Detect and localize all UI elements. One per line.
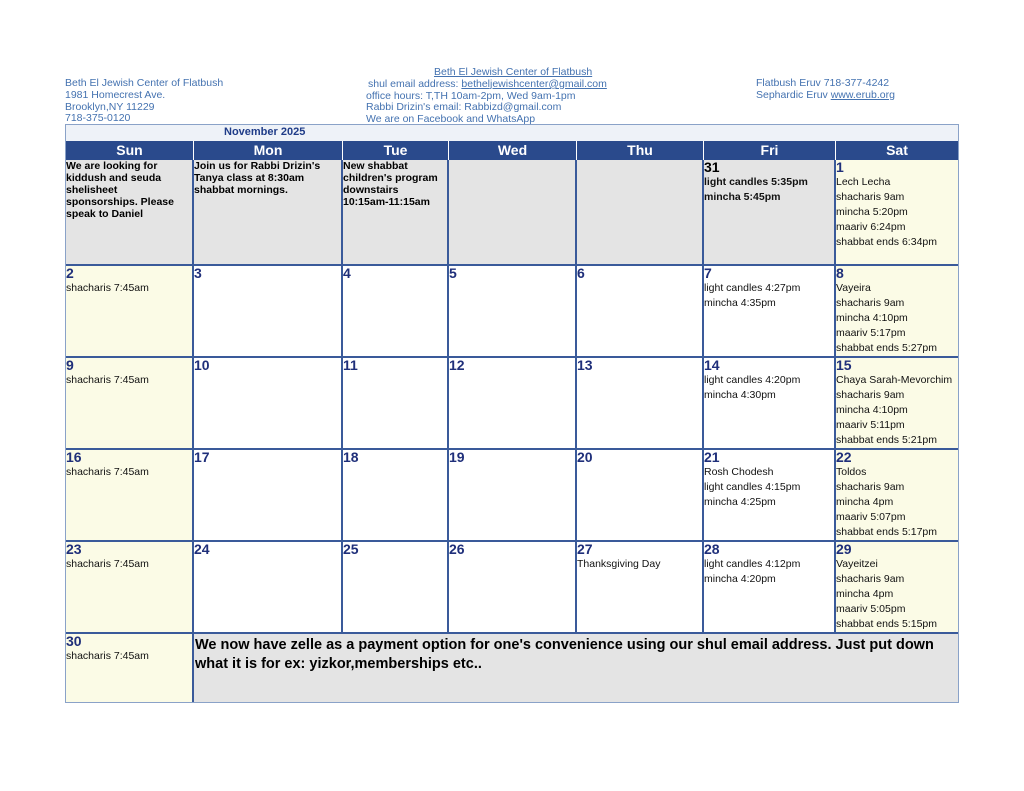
day-number: 10 — [194, 358, 210, 373]
social-note: We are on Facebook and WhatsApp — [366, 113, 536, 126]
day-event: Chaya Sarah-Mevorchim — [836, 374, 953, 386]
day-cell-tue-note — [343, 160, 449, 266]
email-label: shul email address: — [368, 77, 459, 90]
day-event: mincha 4:35pm — [704, 297, 776, 309]
day-cell-27 — [577, 542, 704, 634]
day-cell-13 — [577, 358, 704, 450]
day-event: shabbat ends 6:34pm — [836, 236, 937, 248]
header-center — [366, 67, 607, 126]
day-event: light candles 4:27pm — [704, 282, 801, 294]
day-event: mincha 4pm — [836, 496, 894, 508]
day-cell-28 — [704, 542, 836, 634]
day-cell-6 — [577, 266, 704, 358]
day-cell-29 — [836, 542, 958, 634]
day-cell-sun-note — [66, 160, 194, 266]
day-event: shacharis 9am — [836, 573, 905, 585]
day-number: 4 — [343, 266, 351, 281]
day-number: 16 — [66, 450, 82, 465]
day-number: 8 — [836, 266, 844, 281]
day-event: maariv 5:17pm — [836, 327, 906, 339]
day-cell-26 — [449, 542, 577, 634]
day-event: shabbat ends 5:15pm — [836, 618, 937, 630]
weekday-sat: Sat — [836, 141, 958, 160]
day-number: 30 — [66, 634, 82, 649]
day-cell-empty — [449, 160, 577, 266]
day-cell-14 — [704, 358, 836, 450]
day-event: shabbat ends 5:17pm — [836, 526, 937, 538]
day-event: light candles 4:15pm — [704, 481, 801, 493]
day-cell-19 — [449, 450, 577, 542]
day-event: maariv 5:07pm — [836, 511, 906, 523]
day-cell-16 — [66, 450, 194, 542]
day-event: shabbat ends 5:21pm — [836, 434, 937, 446]
flatbush-eruv: Flatbush Eruv 718-377-4242 — [756, 77, 890, 89]
day-event: mincha 4pm — [836, 588, 894, 600]
day-number: 20 — [577, 450, 593, 465]
zelle-banner-cell — [194, 634, 958, 702]
month-bar — [66, 125, 958, 142]
org-name-link[interactable]: Beth El Jewish Center of Flatbush — [434, 66, 593, 78]
day-cell-8 — [836, 266, 958, 358]
shul-email-link[interactable]: betheljewishcenter@gmail.com — [461, 77, 607, 90]
sephardic-eruv-label: Sephardic Eruv — [756, 88, 828, 101]
day-number: 15 — [836, 358, 852, 373]
header-left — [65, 78, 223, 125]
calendar — [65, 124, 959, 703]
day-number: 2 — [66, 266, 74, 281]
sponsorship-note: We are looking for kiddush and seuda shelisheet sponsorships. Please speak to Daniel — [66, 160, 174, 220]
day-cell-9 — [66, 358, 194, 450]
day-number: 1 — [836, 160, 844, 175]
org-address: 1981 Homecrest Ave. — [65, 88, 166, 101]
day-number: 28 — [704, 542, 720, 557]
day-number: 13 — [577, 358, 593, 373]
day-cell-3 — [194, 266, 343, 358]
day-event: shacharis 9am — [836, 297, 905, 309]
tanya-class-note: Join us for Rabbi Drizin's Tanya class at 8:30am shabbat mornings. — [194, 160, 321, 196]
day-number: 7 — [704, 266, 712, 281]
day-cell-30 — [66, 634, 194, 702]
day-event: mincha 4:25pm — [704, 496, 776, 508]
day-cell-10 — [194, 358, 343, 450]
zelle-banner: We now have zelle as a payment option for one's convenience using our shul email address. Just put down what it is for ex: yizkor,memberships etc.. — [195, 637, 934, 672]
day-cell-25 — [343, 542, 449, 634]
day-event: mincha 5:45pm — [704, 191, 781, 203]
org-name: Beth El Jewish Center of Flatbush — [65, 77, 224, 89]
day-number: 6 — [577, 266, 585, 281]
day-cell-12 — [449, 358, 577, 450]
day-number: 25 — [343, 542, 359, 557]
childrens-program-note: New shabbat children's program downstairs 10:15am-11:15am — [343, 160, 438, 208]
day-event: Lech Lecha — [836, 176, 891, 188]
day-number: 5 — [449, 266, 457, 281]
day-event: Rosh Chodesh — [704, 466, 774, 478]
day-cell-2 — [66, 266, 194, 358]
day-cell-22 — [836, 450, 958, 542]
day-event: mincha 4:30pm — [704, 389, 776, 401]
weekday-wed: Wed — [449, 141, 577, 160]
day-number: 23 — [66, 542, 82, 557]
day-event: shacharis 7:45am — [66, 650, 149, 662]
day-cell-5 — [449, 266, 577, 358]
day-cell-4 — [343, 266, 449, 358]
day-event: Vayeitzei — [836, 558, 878, 570]
day-event: shacharis 7:45am — [66, 466, 149, 478]
day-number: 31 — [704, 160, 720, 175]
day-cell-1 — [836, 160, 958, 266]
day-event: maariv 6:24pm — [836, 221, 906, 233]
day-event: Thanksgiving Day — [577, 558, 661, 570]
weekday-fri: Fri — [704, 141, 836, 160]
day-event: light candles 5:35pm — [704, 176, 808, 188]
weekday-thu: Thu — [577, 141, 704, 160]
day-event: Vayeira — [836, 282, 871, 294]
day-number: 18 — [343, 450, 359, 465]
day-cell-31 — [704, 160, 836, 266]
sephardic-eruv-link[interactable]: www.erub.org — [830, 88, 895, 101]
day-number: 21 — [704, 450, 720, 465]
day-cell-17 — [194, 450, 343, 542]
day-cell-mon-note — [194, 160, 343, 266]
org-city: Brooklyn,NY 11229 — [65, 100, 155, 113]
day-event: shabbat ends 5:27pm — [836, 342, 937, 354]
day-number: 29 — [836, 542, 852, 557]
rabbi-email: Rabbi Drizin's email: Rabbizd@gmail.com — [366, 101, 562, 114]
day-event: maariv 5:05pm — [836, 603, 906, 615]
day-number: 19 — [449, 450, 465, 465]
day-number: 22 — [836, 450, 852, 465]
day-event: shacharis 9am — [836, 389, 905, 401]
weekday-mon: Mon — [194, 141, 343, 160]
day-event: Toldos — [836, 466, 867, 478]
day-event: maariv 5:11pm — [836, 419, 905, 431]
weekday-tue: Tue — [343, 141, 449, 160]
day-cell-15 — [836, 358, 958, 450]
day-cell-20 — [577, 450, 704, 542]
day-event: shacharis 9am — [836, 191, 905, 203]
month-label: November 2025 — [224, 126, 306, 138]
day-number: 9 — [66, 358, 74, 373]
day-number: 17 — [194, 450, 210, 465]
day-number: 27 — [577, 542, 593, 557]
office-hours: office hours: T,TH 10am-2pm, Wed 9am-1pm — [366, 89, 576, 102]
day-event: shacharis 9am — [836, 481, 905, 493]
day-event: mincha 4:10pm — [836, 312, 908, 324]
day-number: 11 — [343, 358, 358, 373]
day-event: shacharis 7:45am — [66, 374, 149, 386]
day-cell-empty — [577, 160, 704, 266]
weekday-sun: Sun — [66, 141, 194, 160]
day-number: 3 — [194, 266, 202, 281]
day-event: mincha 4:10pm — [836, 404, 908, 416]
org-phone: 718-375-0120 — [65, 112, 131, 125]
day-cell-18 — [343, 450, 449, 542]
day-event: shacharis 7:45am — [66, 558, 149, 570]
day-event: light candles 4:12pm — [704, 558, 801, 570]
day-number: 26 — [449, 542, 465, 557]
day-event: mincha 5:20pm — [836, 206, 908, 218]
day-event: shacharis 7:45am — [66, 282, 149, 294]
day-cell-24 — [194, 542, 343, 634]
header-right — [756, 78, 895, 102]
day-event: mincha 4:20pm — [704, 573, 776, 585]
day-event: light candles 4:20pm — [704, 374, 801, 386]
day-number: 12 — [449, 358, 465, 373]
day-cell-7 — [704, 266, 836, 358]
day-cell-23 — [66, 542, 194, 634]
day-cell-21 — [704, 450, 836, 542]
day-number: 24 — [194, 542, 210, 557]
day-cell-11 — [343, 358, 449, 450]
day-number: 14 — [704, 358, 720, 373]
